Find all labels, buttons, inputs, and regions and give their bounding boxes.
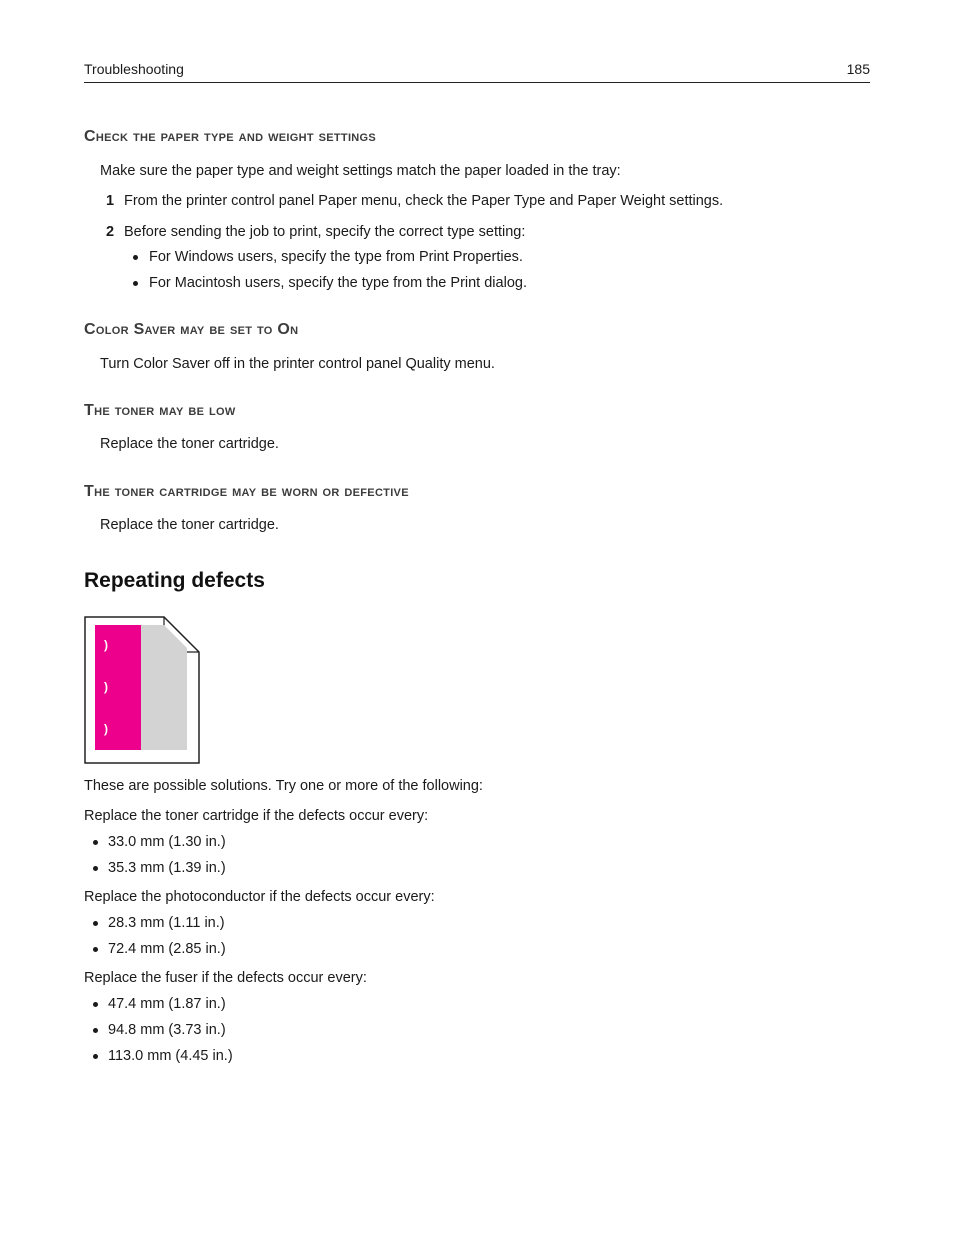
bullet-icon <box>133 281 138 286</box>
step-text: Before sending the job to print, specify the correct type setting: <box>124 224 526 240</box>
defect-mark: ) <box>104 638 108 652</box>
group-label-toner: Replace the toner cartridge if the defects occur every: <box>84 808 429 824</box>
step-number: 1 <box>106 193 115 209</box>
paragraph-paper-intro: Make sure the paper type and weight settings match the paper loaded in the tray: <box>100 163 621 179</box>
heading-toner-worn: The toner cartridge may be worn or defective <box>84 483 409 500</box>
step-text: From the printer control panel Paper menu, check the Paper Type and Paper Weight settings. <box>124 193 724 209</box>
heading-check-paper-type: Check the paper type and weight settings <box>84 128 377 145</box>
bullet-icon <box>93 840 98 845</box>
group-label-fuser: Replace the fuser if the defects occur every: <box>84 970 367 986</box>
bullet-icon <box>93 947 98 952</box>
magenta-band <box>95 625 141 750</box>
repeating-defects-illustration <box>84 616 200 764</box>
list-item: 113.0 mm (4.45 in.) <box>108 1048 233 1064</box>
bullet-icon <box>93 1028 98 1033</box>
bullet-icon <box>93 1054 98 1059</box>
page-header <box>84 60 870 83</box>
bullet-icon <box>93 1002 98 1007</box>
bullet-icon <box>93 866 98 871</box>
list-item: 94.8 mm (3.73 in.) <box>108 1022 226 1038</box>
bullet-icon <box>133 255 138 260</box>
page-number: 185 <box>846 61 870 77</box>
step-number: 2 <box>106 224 115 240</box>
list-item: For Macintosh users, specify the type from the Print dialog. <box>149 275 527 291</box>
bullet-icon <box>93 921 98 926</box>
section-title: Troubleshooting <box>84 61 184 77</box>
list-item: 72.4 mm (2.85 in.) <box>108 941 226 957</box>
paragraph-toner-worn: Replace the toner cartridge. <box>100 517 279 533</box>
list-item: 33.0 mm (1.30 in.) <box>108 834 226 850</box>
list-item: 47.4 mm (1.87 in.) <box>108 996 226 1012</box>
printed-area <box>141 625 187 750</box>
defect-mark: ) <box>104 680 108 694</box>
group-label-photoconductor: Replace the photoconductor if the defects occur every: <box>84 889 435 905</box>
repeating-defects-title: Repeating defects <box>84 569 265 592</box>
list-item: 35.3 mm (1.39 in.) <box>108 860 226 876</box>
defect-mark: ) <box>104 722 108 736</box>
paragraph-toner-low: Replace the toner cartridge. <box>100 436 279 452</box>
heading-toner-low: The toner may be low <box>84 402 236 419</box>
list-item: 28.3 mm (1.11 in.) <box>108 915 225 931</box>
heading-color-saver: Color Saver may be set to On <box>84 321 299 338</box>
list-item: For Windows users, specify the type from Print Properties. <box>149 249 523 265</box>
solutions-intro: These are possible solutions. Try one or more of the following: <box>84 778 483 794</box>
paragraph-color-saver: Turn Color Saver off in the printer control panel Quality menu. <box>100 356 495 372</box>
